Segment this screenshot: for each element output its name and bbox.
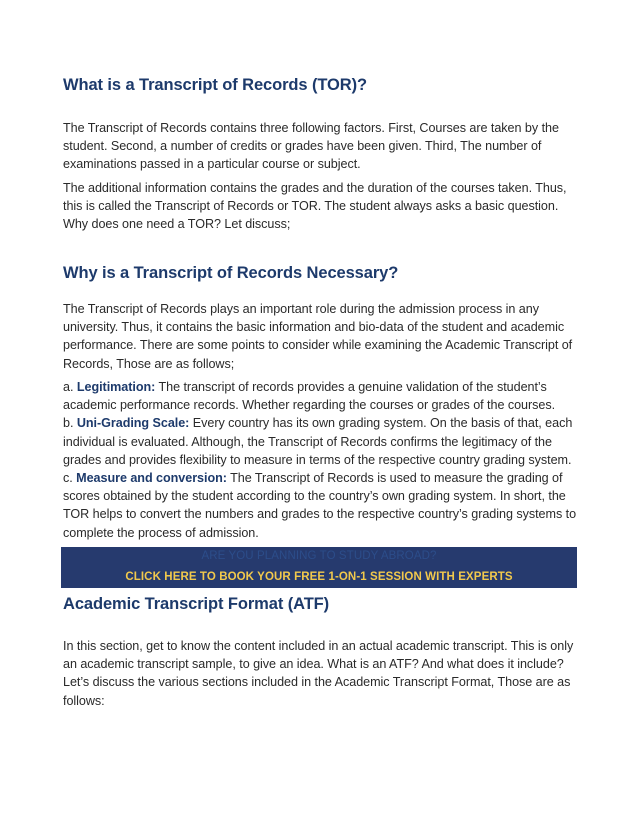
point-c-text: The Transcript of Records is used to measure the grading of scores obtained by the student according to the country’s own grading system. In short, the TOR helps to convert the numbers and grades to the respective country’s grading systems to complete the process of admission. <box>63 471 577 540</box>
heading-why-tor-necessary: Why is a Transcript of Records Necessary? <box>63 264 399 282</box>
point-a-text: The transcript of records provides a genuine validation of the student’s academic performance records. Whether regarding the courses or grades of the courses. <box>63 380 556 413</box>
point-c-prefix: c. <box>63 471 77 486</box>
paragraph-tor-factors: The Transcript of Records contains three following factors. First, Courses are taken by the student. Second, a number of credits or grades have been given. Third, The number of examinations passed in a particular course or subject. <box>63 121 559 172</box>
point-b-prefix: b. <box>63 416 77 431</box>
paragraph-tor-additional-info: The additional information contains the grades and the duration of the courses taken. Thus, this is called the Transcript of Records or TOR. The student always asks a basic question. Why does one need a TOR? Let discuss; <box>63 181 567 232</box>
point-b <box>63 416 572 466</box>
point-c <box>63 471 576 540</box>
heading-academic-transcript-format: Academic Transcript Format (ATF) <box>63 595 330 613</box>
point-a-term: Legitimation: <box>76 380 156 394</box>
banner-question: ARE YOU PLANNING TO STUDY ABROAD? <box>201 550 437 562</box>
points-list <box>63 378 578 542</box>
paragraph-tor-role: The Transcript of Records plays an important role during the admission process in any university. Thus, it contains the basic information and bio-data of the student and academic performance. There are some points to consider while examining the Academic Transcript of Records, Those are as follows; <box>63 302 573 371</box>
point-b-term: Uni-Grading Scale: <box>76 416 190 431</box>
point-c-term: Measure and conversion: <box>76 471 227 486</box>
point-a <box>63 380 555 412</box>
study-abroad-banner <box>61 547 577 588</box>
paragraph-atf-intro: In this section, get to know the content included in an actual academic transcript. This is only an academic transcript sample, to give an idea. What is an ATF? And what does it include? Let’s discuss the various sections included in the Academic Transcript Format, Those are as follows: <box>63 639 574 708</box>
heading-what-is-tor: What is a Transcript of Records (TOR)? <box>63 76 367 94</box>
point-b-text: Every country has its own grading system. On the basis of that, each individual is evaluated. Although, the Transcript of Records confirms the legitimacy of the grades and provides flexibility to measure in terms of the respective country grading system. <box>63 416 573 467</box>
book-session-link[interactable]: CLICK HERE TO BOOK YOUR FREE 1-ON-1 SESSION WITH EXPERTS <box>125 571 513 583</box>
point-a-prefix: a. <box>63 380 77 394</box>
